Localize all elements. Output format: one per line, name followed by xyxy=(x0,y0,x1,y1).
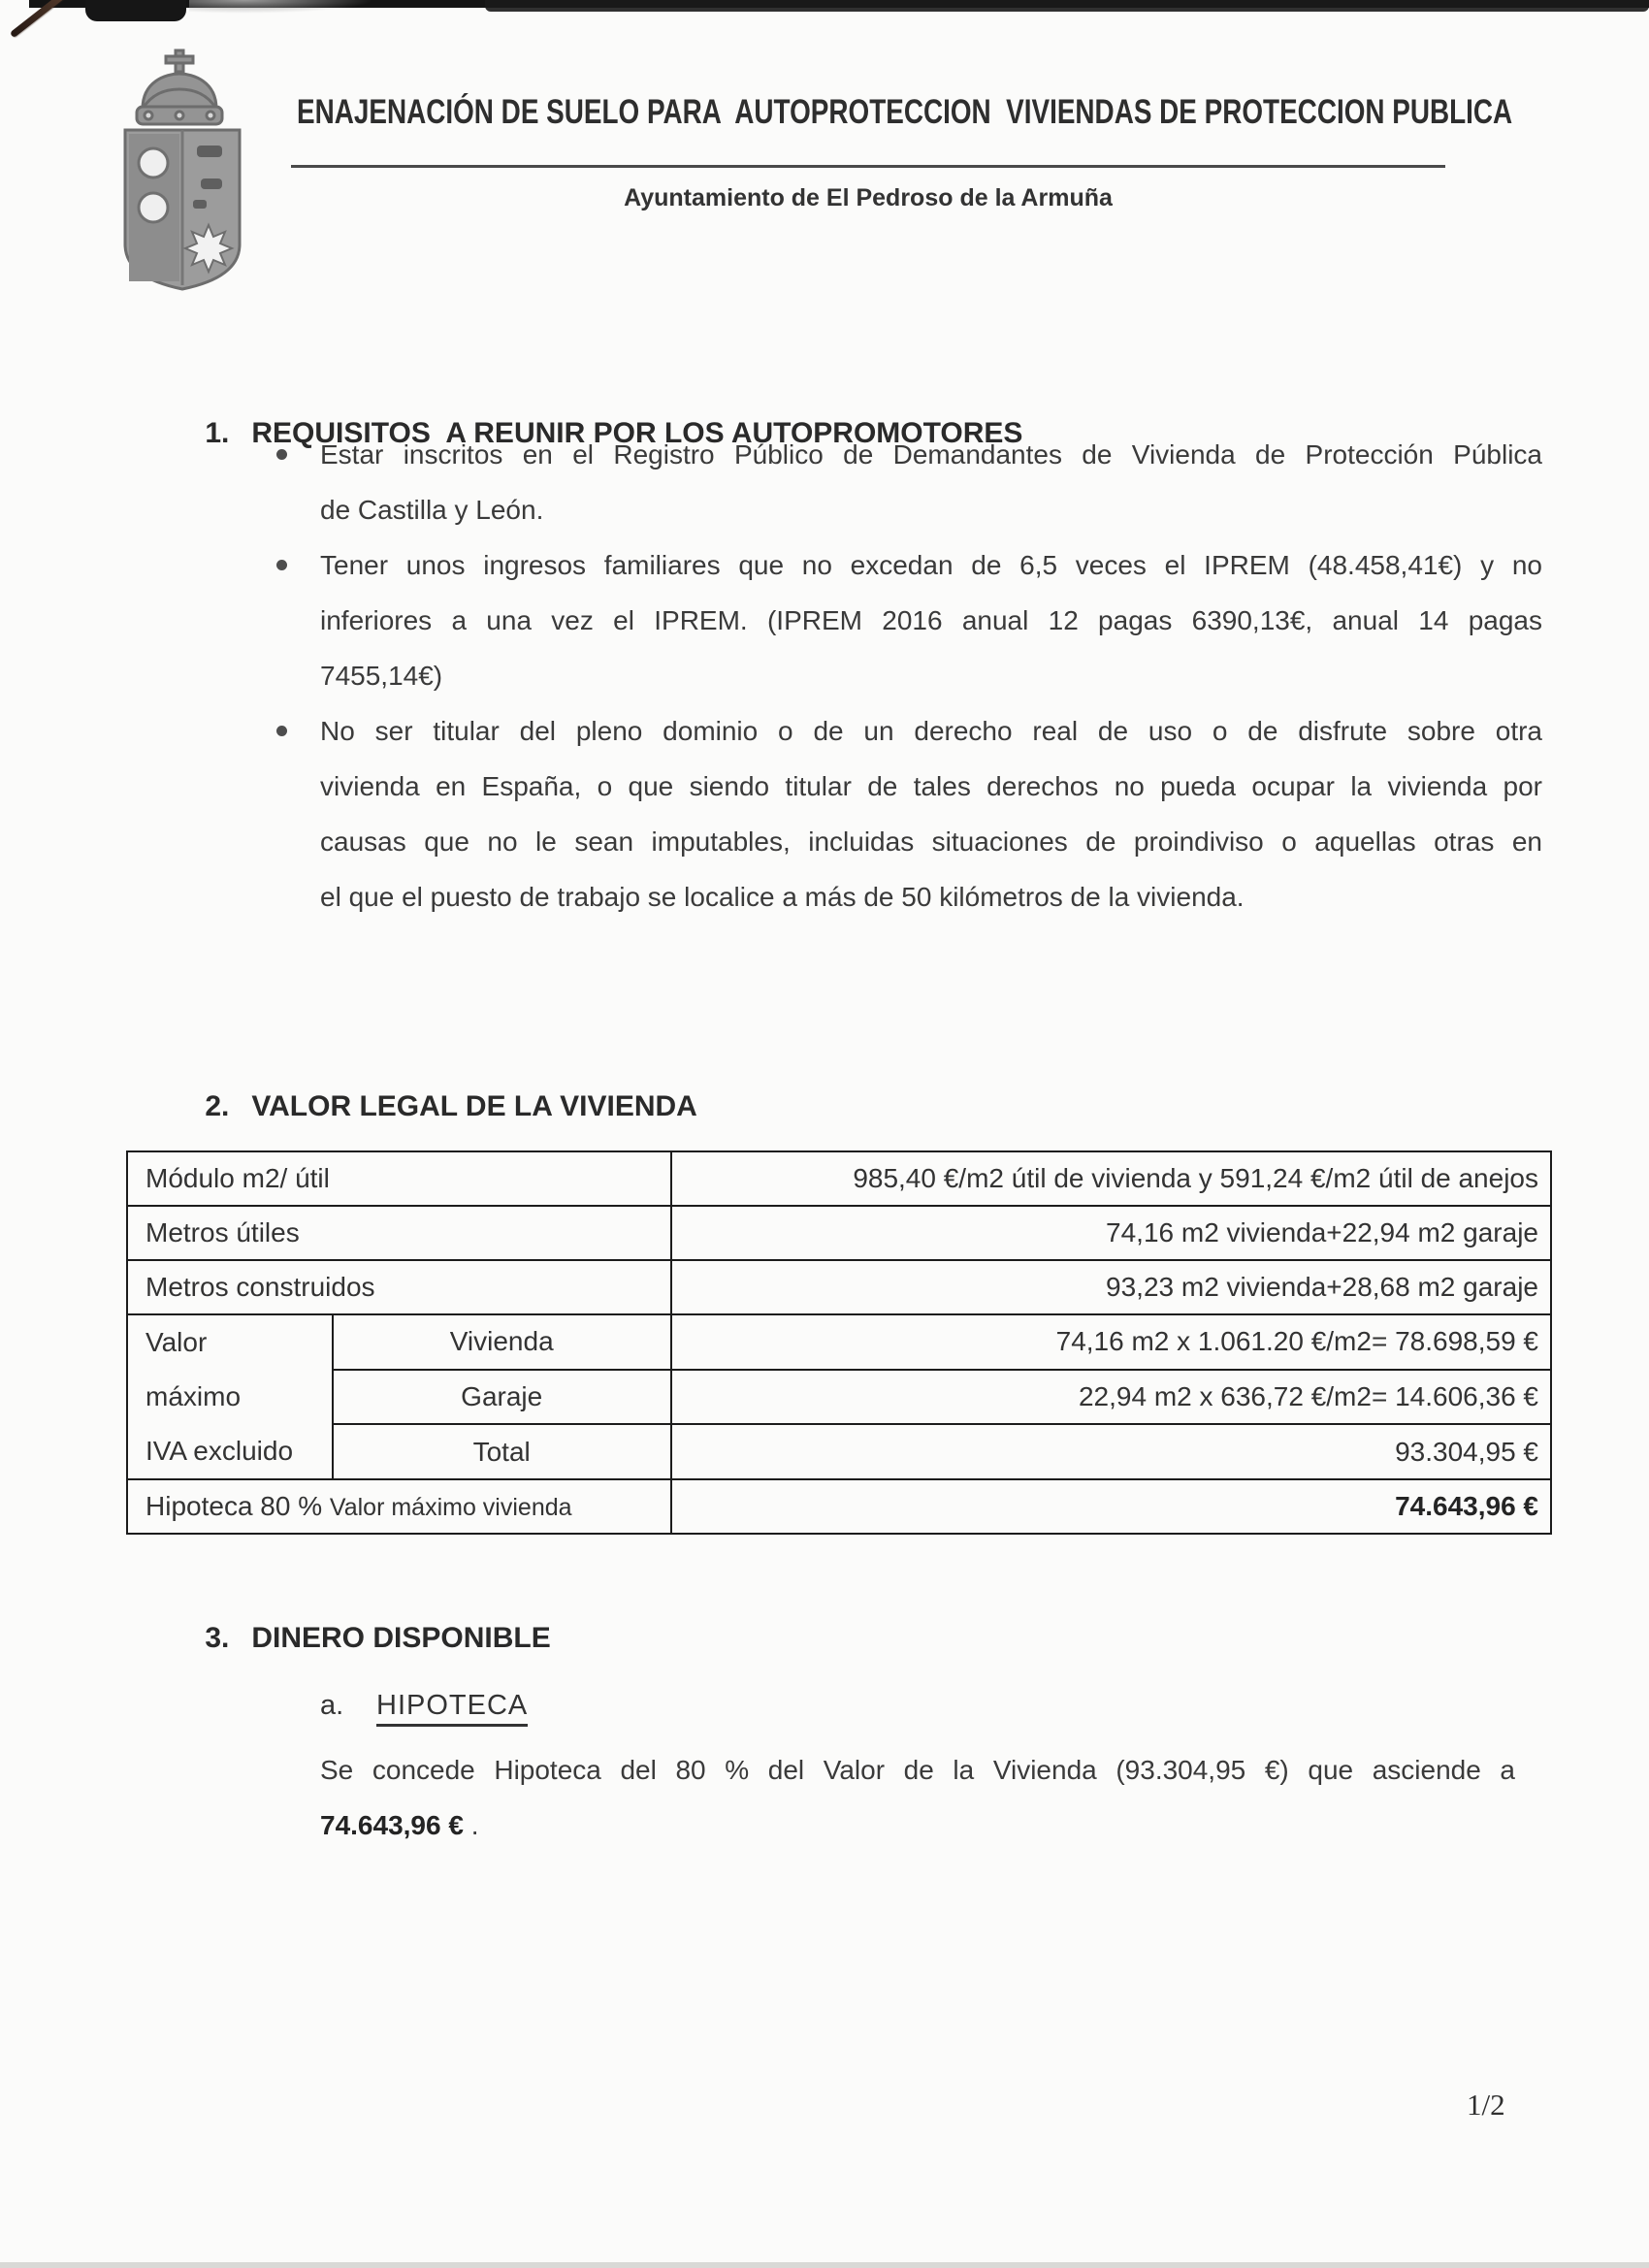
sub-row-value: 22,94 m2 x 636,72 €/m2= 14.606,36 € xyxy=(671,1370,1551,1425)
valor-label-line: Valor xyxy=(146,1327,208,1357)
subsection-a-heading xyxy=(320,1690,528,1722)
paragraph-line: Se concede Hipoteca del 80 % del Valor de la Vivienda (93.304,95 €) que asciende a xyxy=(320,1755,1515,1785)
row-value: 985,40 €/m2 útil de vivienda y 591,24 €/m2 útil de anejos xyxy=(671,1151,1551,1206)
bullet-line: vivienda en España, o que siendo titular de tales derechos no pueda ocupar la vivienda por xyxy=(320,771,1542,801)
hipoteca-amount: 74.643,96 € xyxy=(320,1810,464,1840)
sub-row-value: 93.304,95 € xyxy=(671,1424,1551,1479)
row-label: Metros construidos xyxy=(127,1260,671,1314)
bullet-line: inferiores a una vez el IPREM. (IPREM 2016 anual 12 pagas 6390,13€, anual 14 pagas xyxy=(320,605,1542,635)
bullet-marker-icon xyxy=(276,560,287,570)
row-label: Módulo m2/ útil xyxy=(127,1151,671,1206)
document-subtitle: Ayuntamiento de El Pedroso de la Armuña xyxy=(624,184,1113,211)
table-row xyxy=(127,1206,1551,1260)
section-1-title: REQUISITOS A REUNIR POR LOS AUTOPROMOTORES xyxy=(251,417,1023,449)
table-row xyxy=(127,1479,1551,1534)
valor-label-line: IVA excluido xyxy=(146,1436,294,1466)
section-3-title: DINERO DISPONIBLE xyxy=(251,1622,551,1654)
section-2-title: VALOR LEGAL DE LA VIVIENDA xyxy=(251,1090,697,1122)
subsection-a-number: a. xyxy=(320,1690,344,1721)
hipoteca-paragraph xyxy=(320,1742,1515,1853)
bullet-marker-icon xyxy=(276,726,287,736)
section-2-heading xyxy=(173,1057,697,1156)
header-divider xyxy=(291,165,1445,168)
sub-row-label: Vivienda xyxy=(333,1314,671,1370)
bullet-line: No ser titular del pleno dominio o de un derecho real de uso o de disfrute sobre otra xyxy=(320,716,1542,746)
bullet-item xyxy=(320,703,1542,924)
bullet-line: 7455,14€) xyxy=(320,661,443,691)
section-3-number: 3. xyxy=(205,1622,230,1654)
table-row xyxy=(127,1260,1551,1314)
bullet-item xyxy=(320,537,1542,703)
document-title: ENAJENACIÓN DE SUELO PARA AUTOPROTECCION VIVIENDAS DE PROTECCION PUBLICA xyxy=(297,93,1513,132)
bullet-line: causas que no le sean imputables, incluidas situaciones de proindiviso o aquellas otras en xyxy=(320,826,1542,857)
row-value: 93,23 m2 vivienda+28,68 m2 garaje xyxy=(671,1260,1551,1314)
bullet-marker-icon xyxy=(276,449,287,460)
valor-maximo-label-cell xyxy=(127,1314,333,1479)
sub-row-value: 74,16 m2 x 1.061.20 €/m2= 78.698,59 € xyxy=(671,1314,1551,1370)
sub-row-label: Garaje xyxy=(333,1370,671,1425)
paragraph-period: . xyxy=(463,1810,479,1840)
section-2-number: 2. xyxy=(205,1090,230,1122)
scan-smudge xyxy=(189,0,373,14)
table-row xyxy=(127,1424,1551,1479)
valor-label-line: máximo xyxy=(146,1381,242,1411)
table-row xyxy=(127,1151,1551,1206)
sub-row-label: Total xyxy=(333,1424,671,1479)
hipoteca-row-value: 74.643,96 € xyxy=(671,1479,1551,1534)
row-value: 74,16 m2 vivienda+22,94 m2 garaje xyxy=(671,1206,1551,1260)
row-label: Metros útiles xyxy=(127,1206,671,1260)
requisitos-bullet-list xyxy=(320,427,1542,924)
subsection-a-title: HIPOTECA xyxy=(376,1690,528,1727)
hipoteca-row-label xyxy=(127,1479,671,1534)
page-number: 1/2 xyxy=(1467,2088,1505,2122)
scan-edge-top-thick xyxy=(485,0,1649,12)
bullet-line: el que el puesto de trabajo se localice a más de 50 kilómetros de la vivienda. xyxy=(320,882,1245,912)
bullet-line: de Castilla y León. xyxy=(320,495,544,525)
bullet-line: Estar inscritos en el Registro Público de Demandantes de Vivienda de Protección Pública xyxy=(320,439,1542,470)
section-3-heading xyxy=(173,1589,551,1688)
bullet-line: Tener unos ingresos familiares que no excedan de 6,5 veces el IPREM (48.458,41€) y no xyxy=(320,550,1542,580)
table-row xyxy=(127,1314,1551,1370)
hipoteca-label-main: Hipoteca 80 % xyxy=(146,1491,330,1521)
section-1-number: 1. xyxy=(205,417,230,449)
paragraph-line xyxy=(320,1798,1515,1853)
valor-legal-table xyxy=(126,1150,1552,1535)
scan-ink-blob xyxy=(85,0,186,21)
scan-edge-bottom xyxy=(0,2262,1649,2268)
coat-of-arms-icon xyxy=(92,45,267,295)
table-row xyxy=(127,1370,1551,1425)
hipoteca-label-rest: Valor máximo vivienda xyxy=(329,1494,572,1521)
bullet-item xyxy=(320,427,1542,537)
